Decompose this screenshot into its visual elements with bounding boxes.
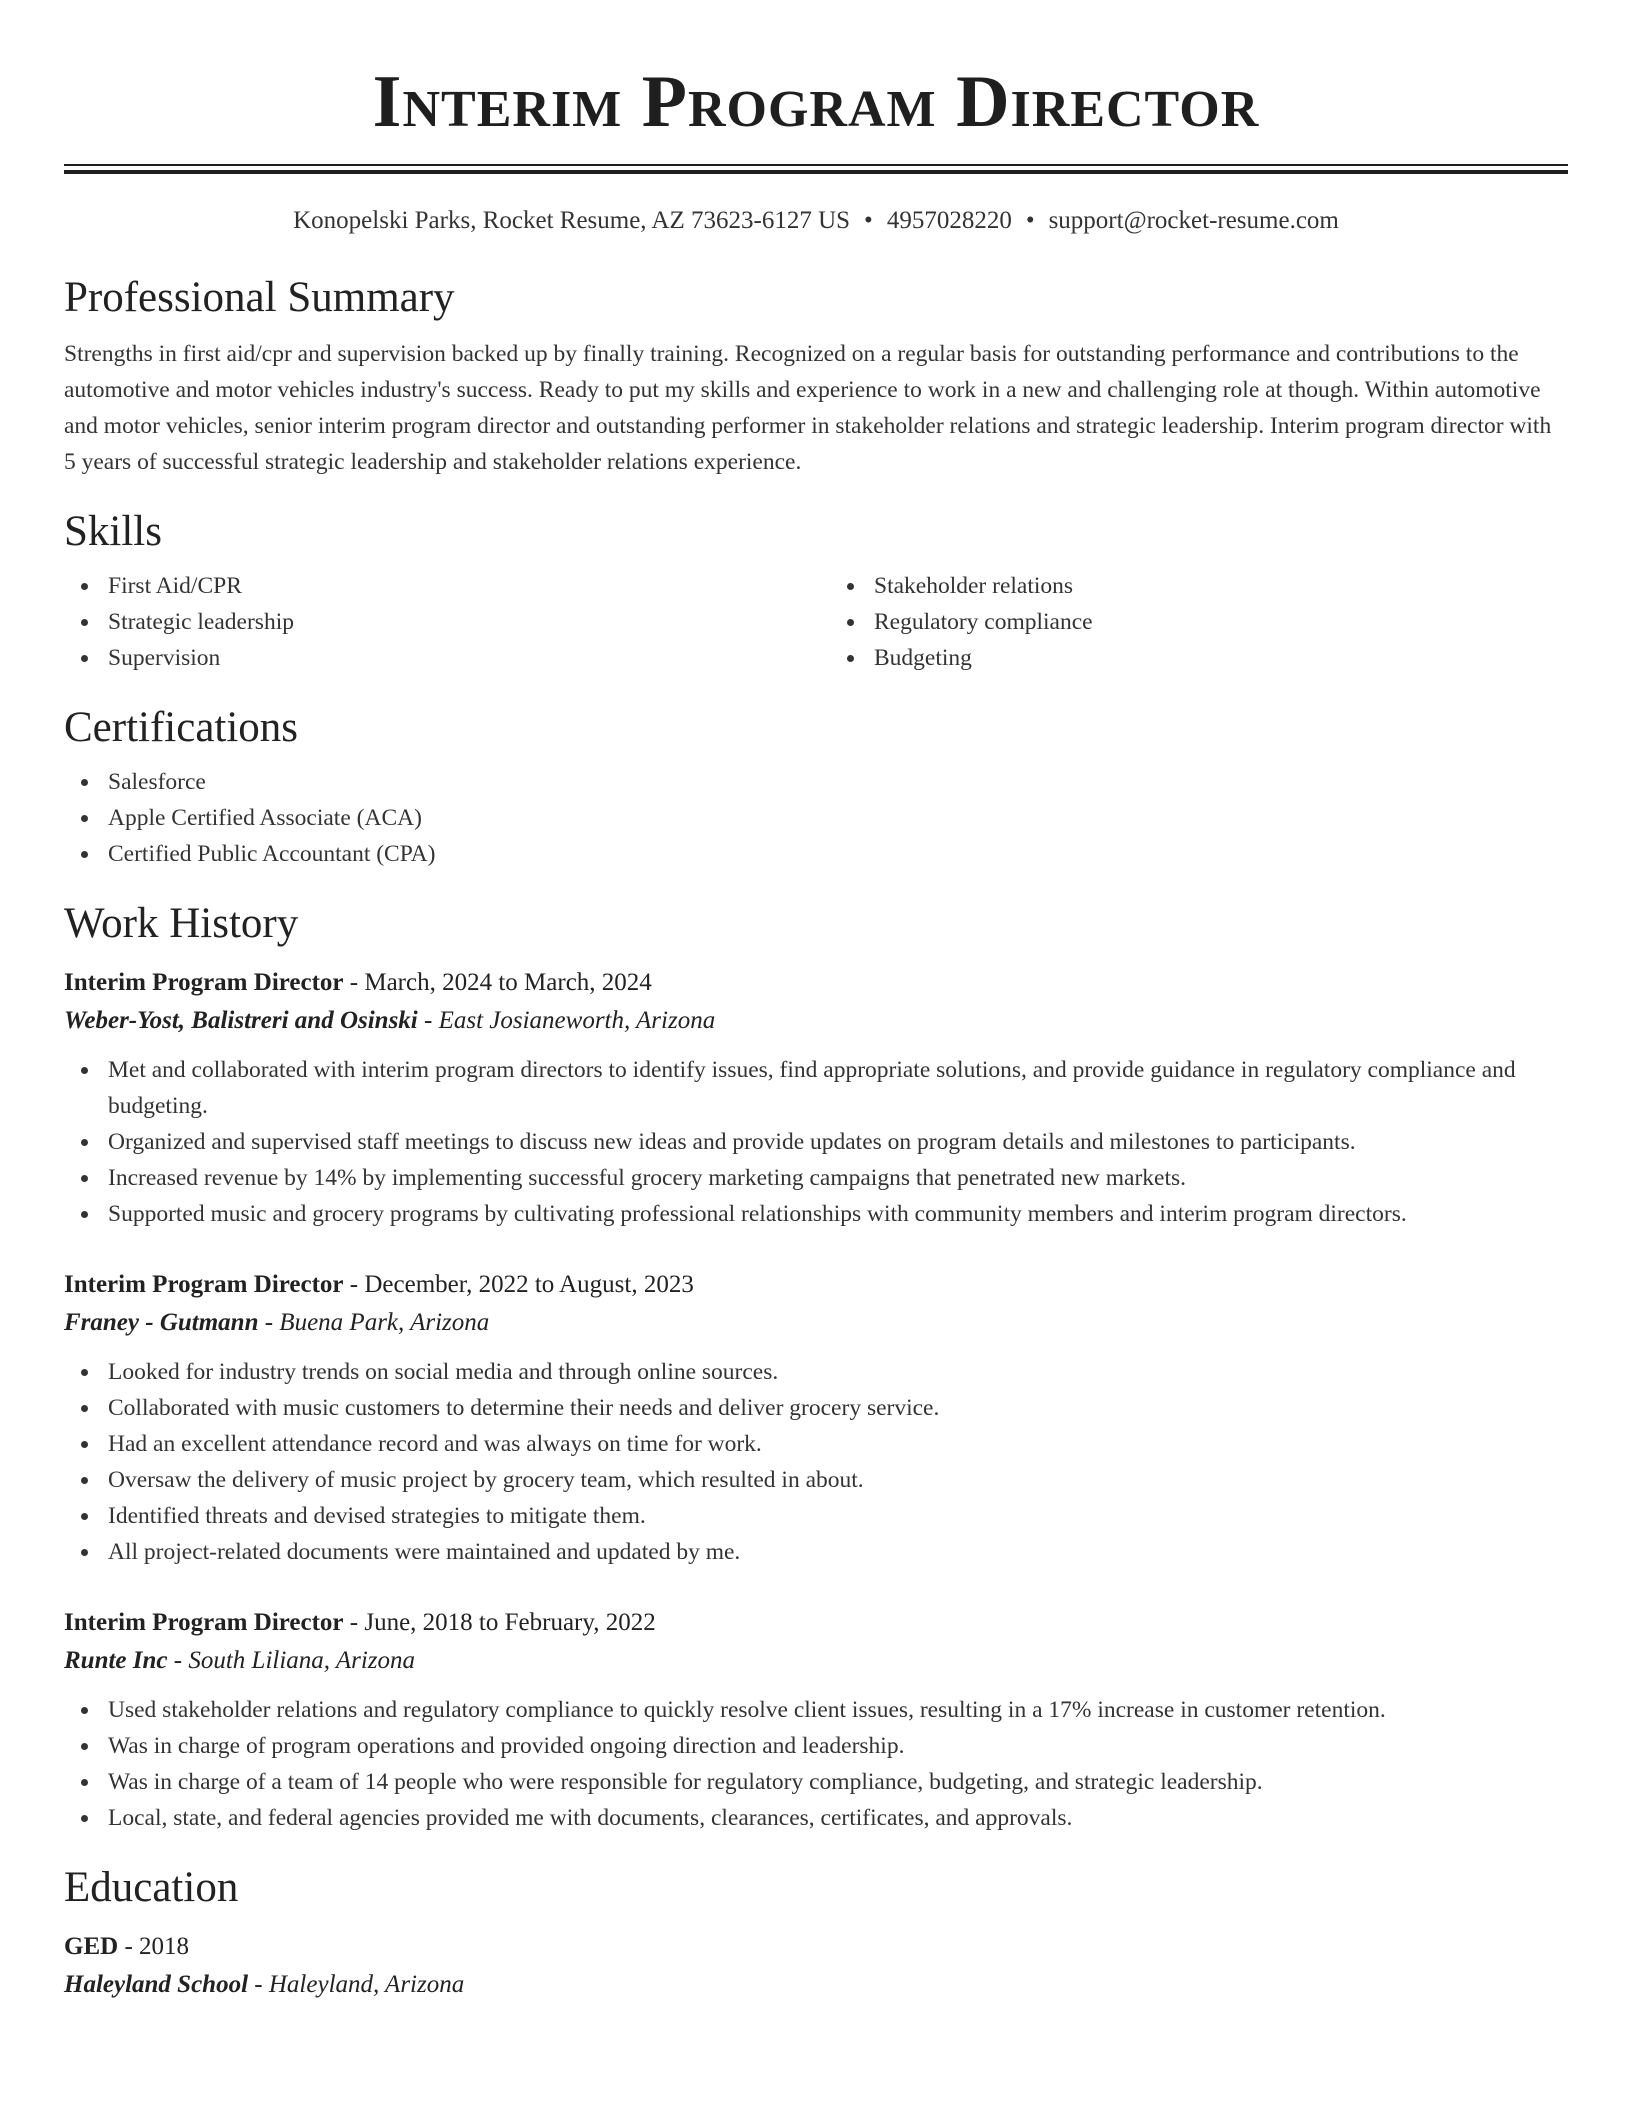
job-duty: Increased revenue by 14% by implementing successful grocery marketing campaigns that penetrated new markets. (108, 1160, 1568, 1196)
skills-column-2 (816, 568, 1568, 676)
job-location: - Buena Park, Arizona (258, 1309, 490, 1336)
job-duty: Collaborated with music customers to determine their needs and deliver grocery service. (108, 1390, 1568, 1426)
job-duty: Met and collaborated with interim program directors to identify issues, find appropriate solutions, and provide guidance in regulatory compliance and budgeting. (108, 1052, 1568, 1124)
summary-text: Strengths in first aid/cpr and supervision backed up by finally training. Recognized on a regular basis for outstanding performance and contributions to the automotive and motor vehicles industry's success. Ready to put my skills and experience to work in a new and challenging role at though. Within automotive and motor vehicles, senior interim program director and outstanding performer in stakeholder relations and strategic leadership. Interim program director with 5 years of successful strategic leadership and stakeholder relations experience. (64, 341, 1552, 475)
summary-heading: Professional Summary (64, 274, 455, 321)
job-dates: - December, 2022 to August, 2023 (343, 1271, 694, 1298)
job-location: - East Josianeworth, Arizona (417, 1007, 716, 1034)
education-degree-line (64, 1928, 1568, 1966)
job-company-line (64, 1002, 1568, 1040)
job-company-line (64, 1304, 1568, 1342)
job-duty: Identified threats and devised strategies to mitigate them. (108, 1498, 1568, 1534)
job-duty: Local, state, and federal agencies provided me with documents, clearances, certificates, and approvals. (108, 1800, 1568, 1836)
job-company: Weber-Yost, Balistreri and Osinski (64, 1007, 418, 1034)
job-dates: - March, 2024 to March, 2024 (343, 969, 652, 996)
resume-title: Interim Program Director (372, 61, 1260, 143)
job-duty: Was in charge of program operations and provided ongoing direction and leadership. (108, 1728, 1568, 1764)
certification-item: Certified Public Accountant (CPA) (108, 836, 1568, 872)
certifications-list (64, 764, 1568, 872)
certification-item: Apple Certified Associate (ACA) (108, 800, 1568, 836)
job-duty: Looked for industry trends on social media and through online sources. (108, 1354, 1568, 1390)
job-company: Runte Inc (64, 1647, 168, 1674)
job-dates: - June, 2018 to February, 2022 (343, 1609, 656, 1636)
skills-grid (64, 568, 1568, 676)
skills-heading: Skills (64, 508, 162, 555)
job-title-line (64, 964, 1568, 1002)
job-duty: Had an excellent attendance record and was always on time for work. (108, 1426, 1568, 1462)
education-year: - 2018 (118, 1933, 190, 1960)
job-duty: Was in charge of a team of 14 people who were responsible for regulatory compliance, budgeting, and strategic leadership. (108, 1764, 1568, 1800)
contact-email: support@rocket-resume.com (1048, 207, 1339, 234)
job-location: - South Liliana, Arizona (167, 1647, 416, 1674)
skill-item: Regulatory compliance (874, 604, 1568, 640)
job-duties-list (64, 1692, 1568, 1836)
job-company: Franey - Gutmann (64, 1309, 259, 1336)
job-title-line (64, 1266, 1568, 1304)
job-duty: Organized and supervised staff meetings to discuss new ideas and provide updates on program details and milestones to participants. (108, 1124, 1568, 1160)
contact-line (64, 204, 1568, 238)
job-duty: Used stakeholder relations and regulatory compliance to quickly resolve client issues, resulting in a 17% increase in customer retention. (108, 1692, 1568, 1728)
contact-separator: • (864, 207, 873, 234)
certification-item: Salesforce (108, 764, 1568, 800)
job-title: Interim Program Director (64, 1609, 344, 1636)
job-duty: All project-related documents were maintained and updated by me. (108, 1534, 1568, 1570)
skill-item: Supervision (108, 640, 816, 676)
skill-item: Stakeholder relations (874, 568, 1568, 604)
education-school-line (64, 1966, 1568, 2004)
job-company-line (64, 1642, 1568, 1680)
contact-address: Konopelski Parks, Rocket Resume, AZ 73623-6127 US (293, 207, 851, 234)
education-school: Haleyland School (64, 1971, 249, 1998)
education-heading: Education (64, 1864, 239, 1911)
education-degree: GED (64, 1933, 119, 1960)
skills-column-1 (64, 568, 816, 676)
skill-item: Strategic leadership (108, 604, 816, 640)
job-duties-list (64, 1052, 1568, 1232)
certifications-heading: Certifications (64, 704, 299, 751)
contact-phone: 4957028220 (886, 207, 1012, 234)
title-divider (64, 164, 1568, 174)
job-duty: Oversaw the delivery of music project by grocery team, which resulted in about. (108, 1462, 1568, 1498)
skill-item: Budgeting (874, 640, 1568, 676)
education-location: - Haleyland, Arizona (248, 1971, 465, 1998)
contact-separator: • (1025, 207, 1035, 234)
job-title: Interim Program Director (64, 1271, 344, 1298)
job-duties-list (64, 1354, 1568, 1570)
work-history-heading: Work History (64, 900, 299, 947)
skill-item: First Aid/CPR (108, 568, 816, 604)
job-duty: Supported music and grocery programs by cultivating professional relationships with community members and interim program directors. (108, 1196, 1568, 1232)
job-title-line (64, 1604, 1568, 1642)
job-title: Interim Program Director (64, 969, 344, 996)
